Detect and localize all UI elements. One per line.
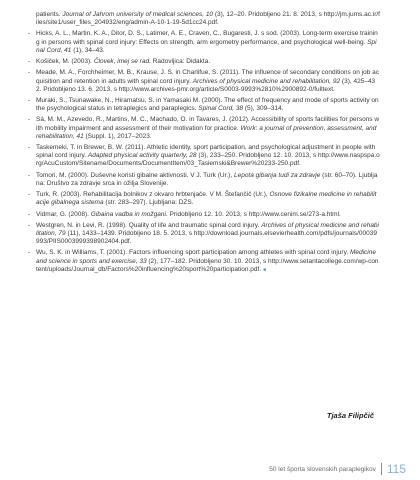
reference-source-title: Gibaina vadba in možgani. <box>90 210 168 218</box>
reference-source-title: Spinal Cord, 41 <box>36 38 377 54</box>
reference-text: Westgren, N. in Levi, R. (1998). Quality of life and traumatic spinal cord injury. <box>36 221 262 229</box>
reference-text: Tomori, M. (2000). Duševne koristi gibalne aktivnosti. V J. Turk (Ur.), <box>36 171 234 179</box>
reference-source-title: Archives of physical medicine and rehabilitation, 79 <box>36 221 379 237</box>
reference-source-title: Lepota gibanja tudi za zdravje <box>233 171 321 179</box>
list-dash: - <box>28 116 31 124</box>
footer-publication-title: 50 let športa slovenskih paraplegikov <box>269 465 376 473</box>
reference-item <box>28 222 380 246</box>
reference-item <box>28 191 380 207</box>
reference-text: Meade, M. A., Forchheimer, M. B., Krause, J. S. in Charlifue, S. (2011). The influence of secondary conditions on job acquisition and retention in adults with spinal cord injury. <box>36 69 379 85</box>
reference-text: Košiček, M. (2003). <box>36 58 94 66</box>
reference-text: Muraki, S., Tsunawake, N., Hiramatsu, S. in Yamasaki M. (2000). The effect of frequency and mode of sports activity on the psychological status in tetraplegics and paraplegics. <box>36 96 379 113</box>
reference-text: Pridobljeno 12. 10. 2013, s http://www.cenim.se/273-a.html. <box>167 210 341 218</box>
list-dash: - <box>28 221 31 229</box>
reference-source-title: Adapted physical activity quarterly, 28 <box>87 152 197 160</box>
list-dash: - <box>28 191 31 199</box>
reference-continuation <box>28 11 380 27</box>
reference-text: (5), 309–314. <box>243 105 284 113</box>
list-dash: - <box>28 171 31 179</box>
reference-item <box>28 30 380 54</box>
reference-text: Turk, R. (2003). Rehabilitacija bolnikov z okvaro hrbtenjače. V M. Štefančič (Ur.), <box>36 191 270 199</box>
reference-text: patients. <box>36 11 63 18</box>
list-dash: - <box>28 210 31 218</box>
reference-item <box>28 249 380 273</box>
list-dash: - <box>28 144 31 151</box>
reference-text: Vidmar, G. (2008). <box>36 210 91 218</box>
reference-item <box>28 97 380 113</box>
reference-list <box>28 11 380 277</box>
list-dash: - <box>28 249 31 257</box>
footer-divider <box>381 463 382 475</box>
end-square-icon: ■ <box>263 266 267 273</box>
reference-text: (3), 425–432. Pridobljeno 13. 6. 2013, s http://www.archives-pmr.org/article/S0003-9993%2810%2900892-0/fulltext. <box>36 77 376 93</box>
reference-source-title: Osnove fizikalne medicine in rehabilitacije gibalnega sistema <box>36 191 377 207</box>
reference-item <box>28 116 380 140</box>
reference-source-title: Spinal Cord, 38 <box>198 105 244 113</box>
reference-text: Sá, M. M., Azevedo, R., Martins, M. C., Machado, O. in Tavares, J. (2012). Accessibility of sports facilities for persons with mobility impairment and assessment of their motivation for practice. <box>36 116 380 132</box>
reference-text: Taskemeki, T. in Brewer, B. W. (2011). Athletic identity, sport participation, and psychological adjustment in people with spinal cord injury. <box>36 144 376 160</box>
reference-source-title: Journal of Jahrom university of medical sciences, 10 <box>62 11 214 18</box>
reference-text: (str. 283–297). Ljubljana: DZS. <box>103 199 194 207</box>
page-footer <box>269 462 406 476</box>
reference-item <box>28 144 380 168</box>
reference-source-title: Medicine and science in sports and exercise, 33 <box>36 249 376 265</box>
author-name: Tjaša Filipčič <box>326 411 374 420</box>
reference-text: Wu, S. K. in Williams, T. (2001). Factors influencing sport participation among athletes with spinal cord injury. <box>36 249 350 257</box>
reference-text: (str. 60–70). Ljubljana: Društvo za zdravje srca in ožilja Slovenije. <box>36 171 378 187</box>
reference-text: Hicks, A. L., Martin, K. A., Ditor, D. S., Latimer, A. E., Craven, C., Bugaresti, J. s sod. (2003). Long-term exercise training in persons with spinal cord injury: Effects on strength, arm ergometry performance, and psychological well-being. <box>36 30 378 46</box>
reference-item <box>28 58 380 66</box>
reference-item <box>28 69 380 93</box>
reference-text: (3), 12–20. Pridobljeno 21. 8. 2013, s http://jm.jums.ac.ir/files/site1/user_files_204932/eng/admin-A-10-1-19-5d1cc24.pdf. <box>36 11 380 27</box>
reference-text: Radovljica: Didakta. <box>150 58 211 66</box>
reference-text: (11), 1433–1439. Pridobljeno 18. 5. 2013, s http://download.journals.elsevierhealth.com/pdfs/journals/00039993/PIIS0003999398902404.pdf. <box>36 229 378 246</box>
reference-text: (3), 233–250. Pridobljeno 12. 10. 2013, s http://www.naspspa.org/AcuCustom/Sitename/Documents/DocumentItem/03_Tasiemski&Brewer%20233-250.pdf. <box>36 152 380 168</box>
reference-source-title: Work: a journal of prevention, assessment, and rehabilitation, 41 <box>36 124 377 140</box>
page-number: 115 <box>386 462 406 476</box>
reference-source-title: Archives of physical medicine and rehabilitation, 92 <box>192 77 341 85</box>
list-dash: - <box>28 30 31 38</box>
reference-text: (1), 34–43. <box>71 46 105 54</box>
reference-text: (2), 177–182. Pridobljeno 30. 10. 2013, s http://www.setantacollege.com/wp-content/uploads/Journal_db/Factors%20influencing%20sport%20participation.pdf. <box>36 257 379 273</box>
reference-item <box>28 211 380 219</box>
list-dash: - <box>28 96 31 104</box>
reference-text: (Suppl. 1), 2017–2023. <box>83 132 152 140</box>
list-dash: - <box>28 58 31 66</box>
reference-source-title: Človek, imej se rad. <box>93 58 151 66</box>
list-dash: - <box>28 69 31 77</box>
reference-item <box>28 172 380 188</box>
